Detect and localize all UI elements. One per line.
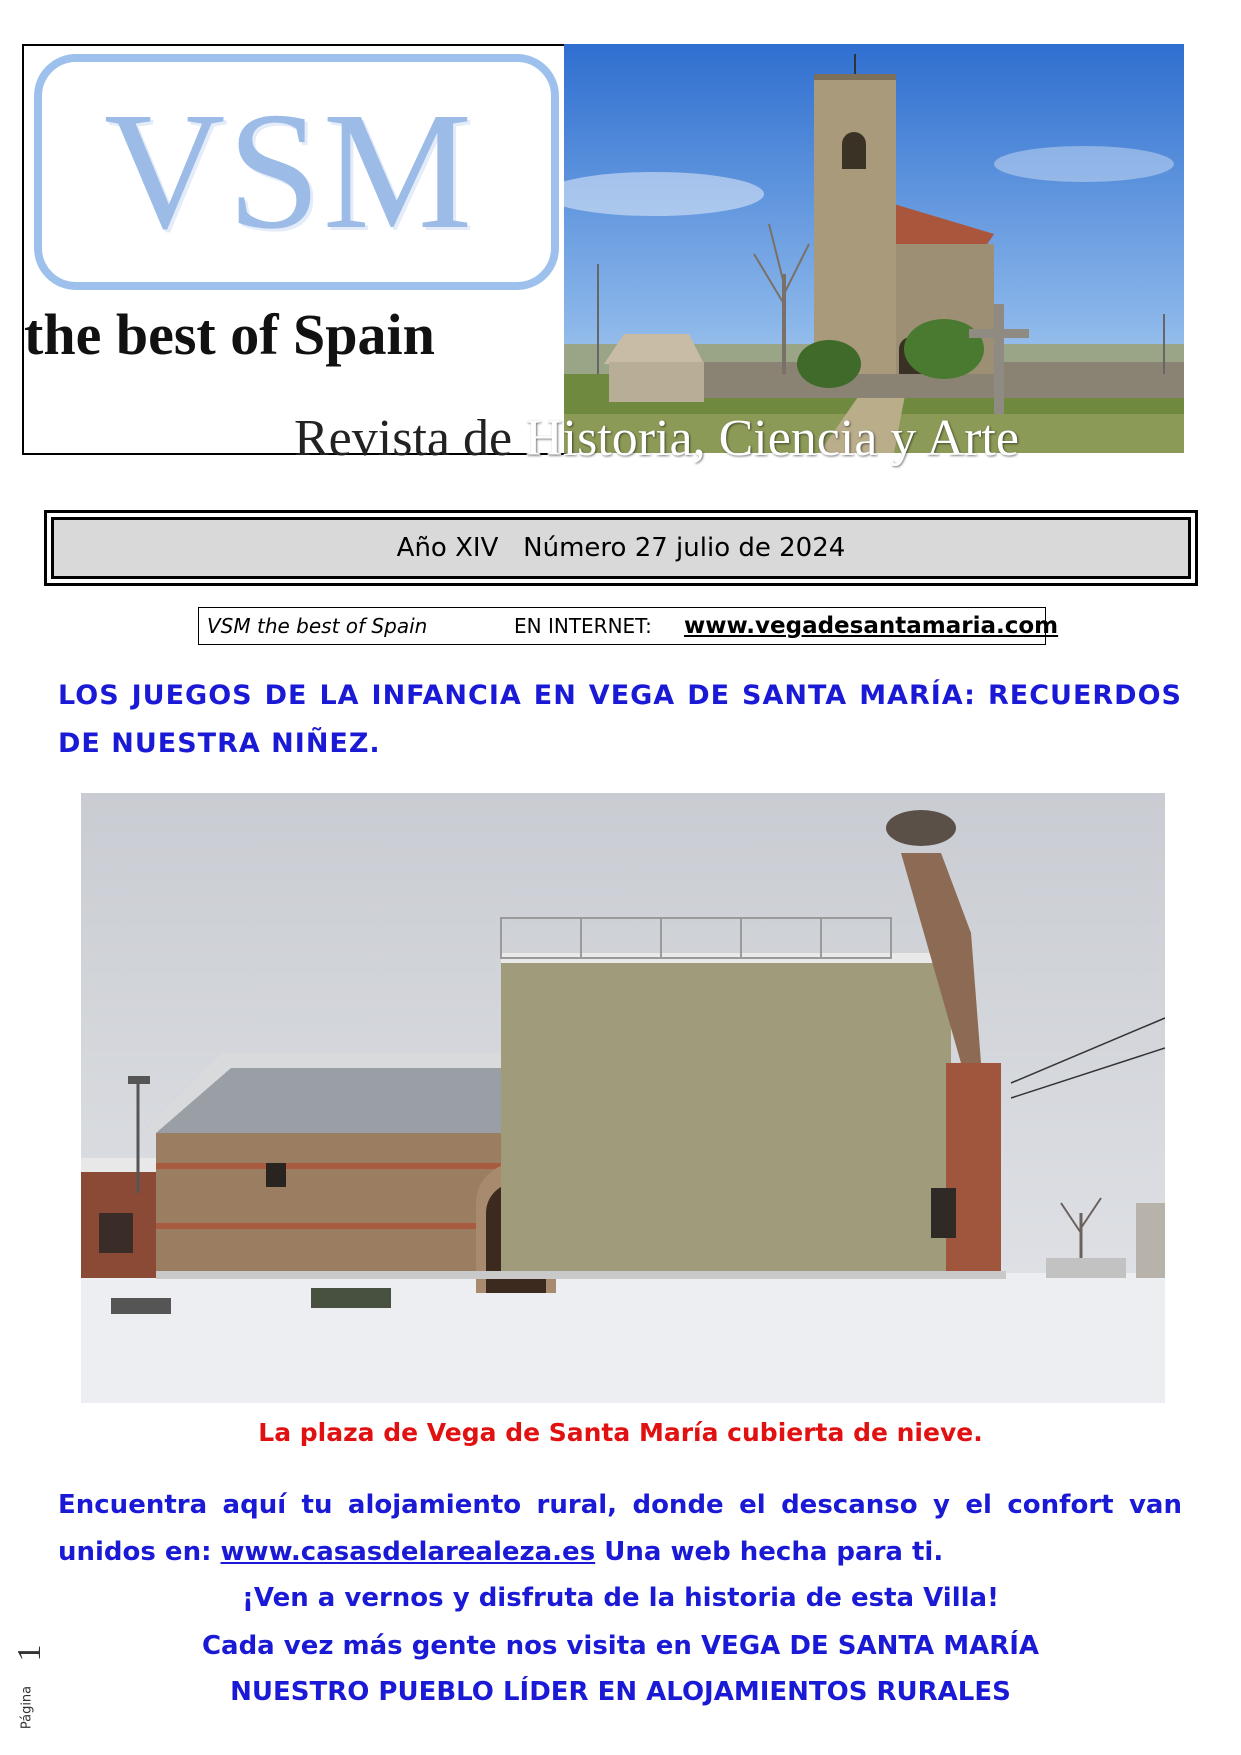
magazine-title-part2: Historia, Ciencia y Arte	[525, 410, 1019, 467]
internet-label: EN INTERNET:	[514, 614, 652, 638]
promo-visitors: Cada vez más gente nos visita en VEGA DE SANTA MARÍA	[201, 1631, 1040, 1661]
internet-brand: VSM the best of Spain	[207, 614, 428, 638]
promo-text-before: Encuentra aquí tu alojamiento rural, donde el descanso y el confort van unidos en:	[58, 1490, 1182, 1567]
church-tower-photo	[564, 44, 1184, 453]
website-link[interactable]: www.vegadesantamaria.com	[684, 613, 1059, 639]
tagline: the best of Spain	[24, 302, 435, 367]
promo-paragraph	[58, 1482, 1182, 1576]
page-label: Página	[19, 1685, 35, 1730]
article-headline: LOS JUEGOS DE LA INFANCIA EN VEGA DE SANTA MARÍA: RECUERDOS DE NUESTRA NIÑEZ.	[58, 680, 1182, 759]
magazine-title	[294, 409, 1019, 469]
promo-leader: NUESTRO PUEBLO LÍDER EN ALOJAMIENTOS RURALES	[230, 1677, 1011, 1707]
promo-text-after: Una web hecha para ti.	[595, 1537, 944, 1567]
page-number: 1	[11, 1644, 48, 1662]
promo-link[interactable]: www.casasdelarealeza.es	[220, 1537, 596, 1567]
issue-bar-inner	[51, 517, 1191, 579]
snowy-plaza-photo	[81, 793, 1165, 1403]
masthead	[22, 44, 1184, 467]
internet-line	[198, 607, 1059, 645]
issue-info: Año XIV Número 27 julio de 2024	[396, 533, 846, 563]
masthead-logo-panel	[22, 44, 568, 455]
snowy-church-illustration	[81, 793, 1165, 1403]
promo-invitation: ¡Ven a vernos y disfruta de la historia de esta Villa!	[242, 1583, 999, 1613]
page-marker	[11, 1640, 48, 1730]
church-tower-illustration	[564, 44, 1184, 453]
magazine-title-part1: Revista de	[294, 410, 526, 467]
photo-caption: La plaza de Vega de Santa María cubierta de nieve.	[258, 1418, 983, 1447]
issue-bar	[44, 510, 1198, 586]
vsm-logo: VSM	[104, 78, 475, 264]
